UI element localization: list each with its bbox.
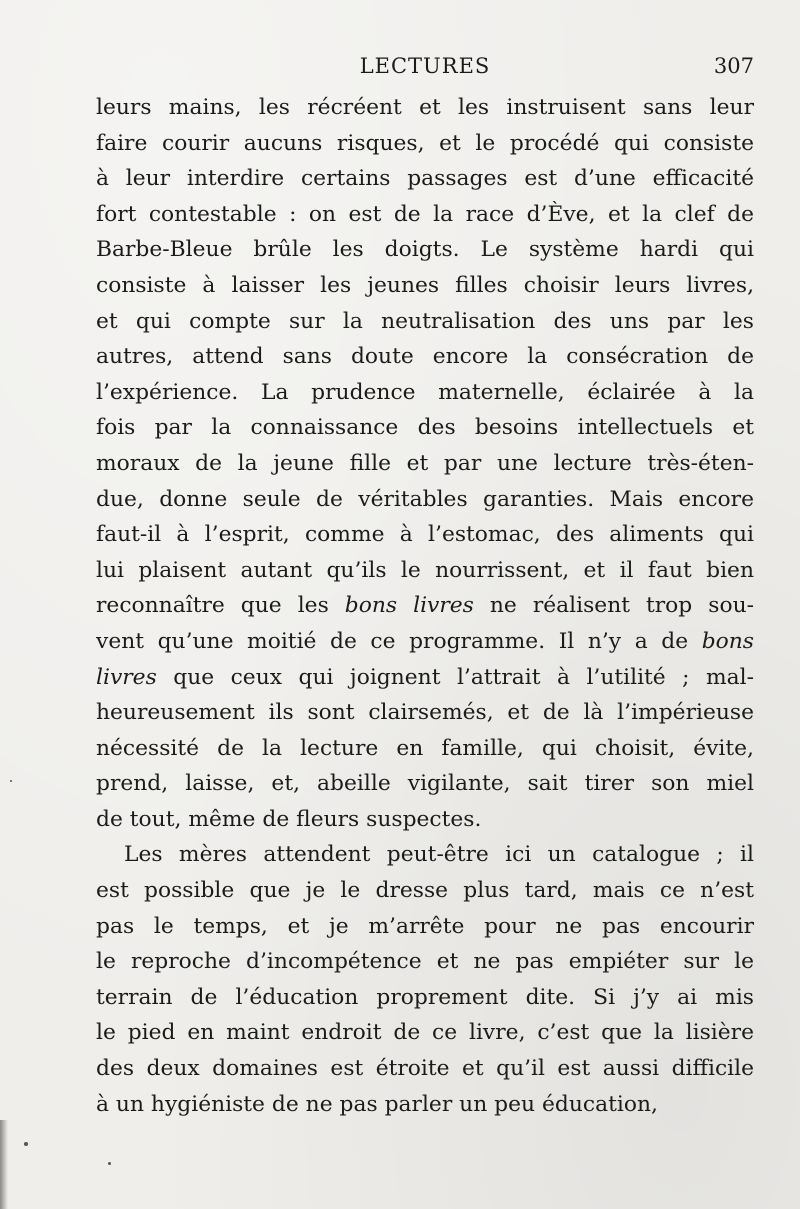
text-line <box>96 339 754 375</box>
text-segment: de tout, même de fleurs suspectes. <box>96 806 482 832</box>
text-segment: reconnaître que les <box>96 593 345 619</box>
text-segment: que ceux qui joignent l’attrait à l’utilité ; mal- <box>156 664 754 690</box>
text-line <box>96 873 754 909</box>
text-segment: des deux domaines est étroite et qu’il est aussi difficile <box>96 1056 754 1082</box>
text-line <box>96 446 754 482</box>
text-segment: heureusement ils sont clairsemés, et de là l’impérieuse <box>96 700 754 726</box>
text-line <box>96 909 754 945</box>
text-segment: le pied en maint endroit de ce livre, c’est que la lisière <box>96 1020 754 1046</box>
text-line <box>96 731 754 767</box>
text-segment: fort contestable : on est de la race d’Ève, et la clef de <box>96 201 754 227</box>
text-line <box>96 944 754 980</box>
text-line <box>96 126 754 162</box>
text-line <box>96 161 754 197</box>
page-number: 307 <box>713 54 754 78</box>
scan-speck <box>108 1162 111 1165</box>
text-segment: prend, laisse, et, abeille vigilante, sait tirer son miel <box>96 771 754 797</box>
text-segment: fois par la connaissance des besoins intellectuels et <box>96 415 754 441</box>
text-line <box>96 1015 754 1051</box>
text-segment: leurs mains, les récréent et les instruisent sans leur <box>96 95 754 120</box>
text-segment: et qui compte sur la neutralisation des uns par les <box>96 308 754 334</box>
text-line <box>96 695 754 731</box>
text-segment: nécessité de la lecture en famille, qui choisit, évite, <box>96 735 754 761</box>
text-segment: Barbe-Bleue brûle les doigts. Le système hardi qui <box>96 237 754 263</box>
scan-speck <box>24 1142 28 1146</box>
text-segment: Les mères attendent peut-être ici un catalogue ; il <box>124 842 754 868</box>
running-title: LECTURES <box>359 54 491 78</box>
text-segment: faut-il à l’esprit, comme à l’estomac, des aliments qui <box>96 522 754 548</box>
text-segment: consiste à laisser les jeunes filles choisir leurs livres, <box>96 272 754 298</box>
text-segment: ne réalisent trop sou- <box>473 593 754 619</box>
text-segment: à leur interdire certains passages est d’une efficacité <box>96 166 754 192</box>
text-line <box>96 375 754 411</box>
text-line <box>96 232 754 268</box>
text-segment: lui plaisent autant qu’ils le nourrissent, et il faut bien <box>96 557 754 583</box>
page-header <box>96 50 754 82</box>
text-line <box>96 1087 754 1123</box>
text-line <box>96 304 754 340</box>
text-segment: l’expérience. La prudence maternelle, éclairée à la <box>96 379 754 405</box>
text-line <box>96 553 754 589</box>
text-segment: autres, attend sans doute encore la consécration de <box>96 344 754 370</box>
text-segment: pas le temps, et je m’arrête pour ne pas encourir <box>96 913 754 939</box>
text-segment: moraux de la jeune fille et par une lecture très-éten- <box>96 450 754 476</box>
text-line <box>96 588 754 624</box>
text-segment: due, donne seule de véritables garanties. Mais encore <box>96 486 754 512</box>
text-segment: faire courir aucuns risques, et le procédé qui consiste <box>96 130 754 156</box>
text-segment: à un hygiéniste de ne pas parler un peu éducation, <box>96 1091 658 1117</box>
body-text <box>96 90 754 1122</box>
text-segment: vent qu’une moitié de ce programme. Il n’y a de <box>96 628 702 654</box>
text-segment: le reproche d’incompétence et ne pas empiéter sur le <box>96 949 754 975</box>
text-line <box>96 482 754 518</box>
text-segment: terrain de l’éducation proprement dite. Si j’y ai mis <box>96 984 754 1010</box>
text-line <box>96 517 754 553</box>
text-line <box>96 980 754 1016</box>
text-line <box>96 268 754 304</box>
scan-speck <box>10 780 12 782</box>
text-line <box>96 624 754 660</box>
text-line <box>96 802 754 838</box>
scan-edge-shadow <box>0 1120 8 1209</box>
text-line <box>96 1051 754 1087</box>
text-line <box>96 837 754 873</box>
text-line <box>96 766 754 802</box>
text-line <box>96 90 754 126</box>
text-line <box>96 410 754 446</box>
text-segment: est possible que je le dresse plus tard, mais ce n’est <box>96 878 754 904</box>
italic-text: bons livres <box>344 593 474 619</box>
italic-text: livres <box>96 664 157 690</box>
text-line <box>96 197 754 233</box>
text-line <box>96 660 754 696</box>
italic-text: bons <box>701 628 754 654</box>
